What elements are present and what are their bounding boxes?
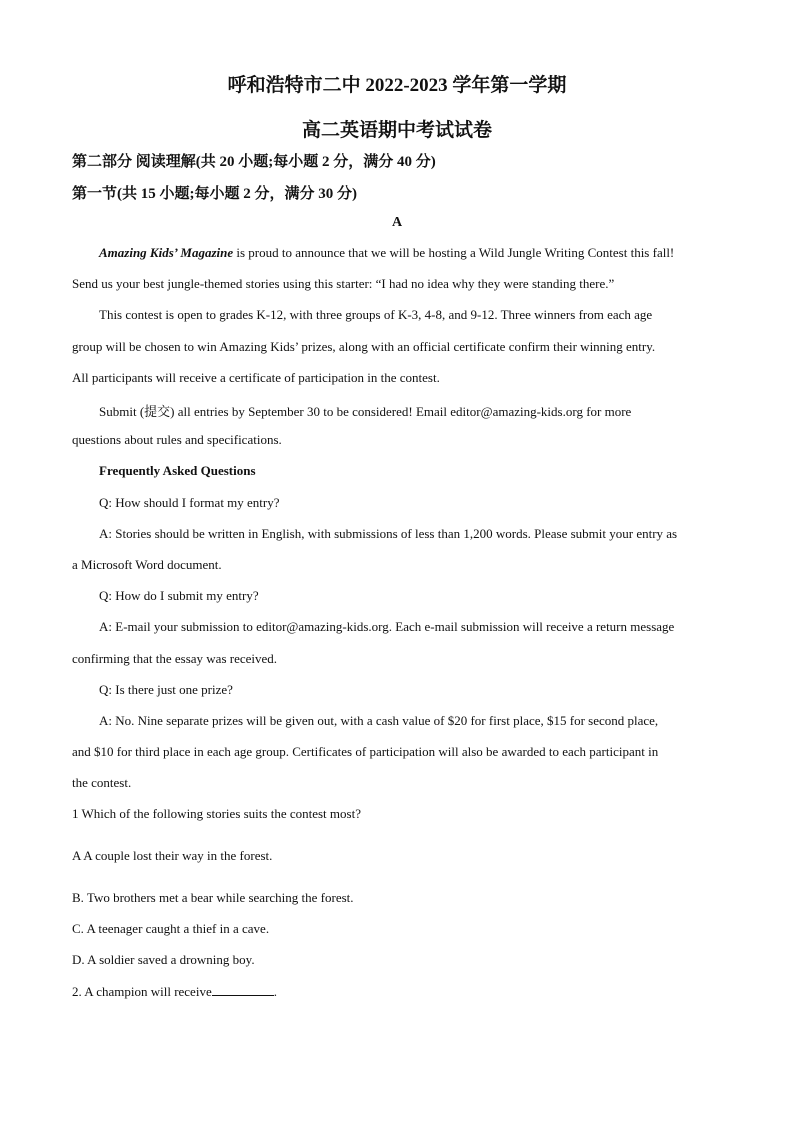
passage-line: questions about rules and specifications. <box>72 432 282 447</box>
question-option: A A couple lost their way in the forest. <box>72 848 273 863</box>
faq-answer: confirming that the essay was received. <box>72 651 278 666</box>
passage-line: group will be chosen to win Amazing Kids’ prizes, along with an official certificate confirm their winning entry. <box>72 339 656 354</box>
faq-answer: A: E-mail your submission to editor@amazing-kids.org. Each e-mail submission will receive a return message <box>99 619 675 634</box>
exam-title: 呼和浩特市二中 2022-2023 学年第一学期 <box>227 75 567 96</box>
passage-line: All participants will receive a certificate of participation in the contest. <box>72 370 440 385</box>
faq-question: Q: How do I submit my entry? <box>99 588 259 603</box>
question-option: C. A teenager caught a thief in a cave. <box>72 921 270 936</box>
question-punct: . <box>273 984 277 999</box>
part-heading: 第二部分 阅读理解(共 20 小题;每小题 2 分，满分 40 分) <box>72 154 436 170</box>
section-heading: 第一节(共 15 小题;每小题 2 分，满分 30 分) <box>72 186 357 202</box>
faq-question: Q: How should I format my entry? <box>99 495 280 510</box>
faq-answer: A: No. Nine separate prizes will be given out, with a cash value of $20 for first place, $15 for second place, <box>99 713 659 728</box>
passage-line: Submit (提交) all entries by September 30 to be considered! Email editor@amazing-kids.org for more <box>99 404 632 419</box>
answer-blank <box>212 983 274 996</box>
question-text: 2. A champion will receive <box>72 984 212 999</box>
passage-text: is proud to announce that we will be hosting a Wild Jungle Writing Contest this fall! <box>233 245 675 260</box>
exam-subtitle: 高二英语期中考试试卷 <box>301 120 492 141</box>
question-option: D. A soldier saved a drowning boy. <box>72 952 255 967</box>
question-stem <box>72 983 277 1000</box>
passage-label: A <box>391 215 403 230</box>
passage-line <box>99 245 674 261</box>
passage-line: Send us your best jungle-themed stories using this starter: “I had no idea why they were standing there.” <box>72 276 615 291</box>
faq-answer: and $10 for third place in each age group. Certificates of participation will also be awarded to each participant in <box>72 744 659 759</box>
faq-answer: the contest. <box>72 775 132 790</box>
faq-question: Q: Is there just one prize? <box>99 682 233 697</box>
faq-heading: Frequently Asked Questions <box>99 463 256 478</box>
faq-answer: a Microsoft Word document. <box>72 557 222 572</box>
faq-answer: A: Stories should be written in English, with submissions of less than 1,200 words. Please submit your entry as <box>99 526 678 541</box>
passage-line: This contest is open to grades K-12, with three groups of K-3, 4-8, and 9-12. Three winners from each age <box>99 307 653 322</box>
question-stem: 1 Which of the following stories suits the contest most? <box>72 806 361 821</box>
question-option: B. Two brothers met a bear while searching the forest. <box>72 890 354 905</box>
magazine-name: Amazing Kids’ Magazine <box>99 245 234 260</box>
